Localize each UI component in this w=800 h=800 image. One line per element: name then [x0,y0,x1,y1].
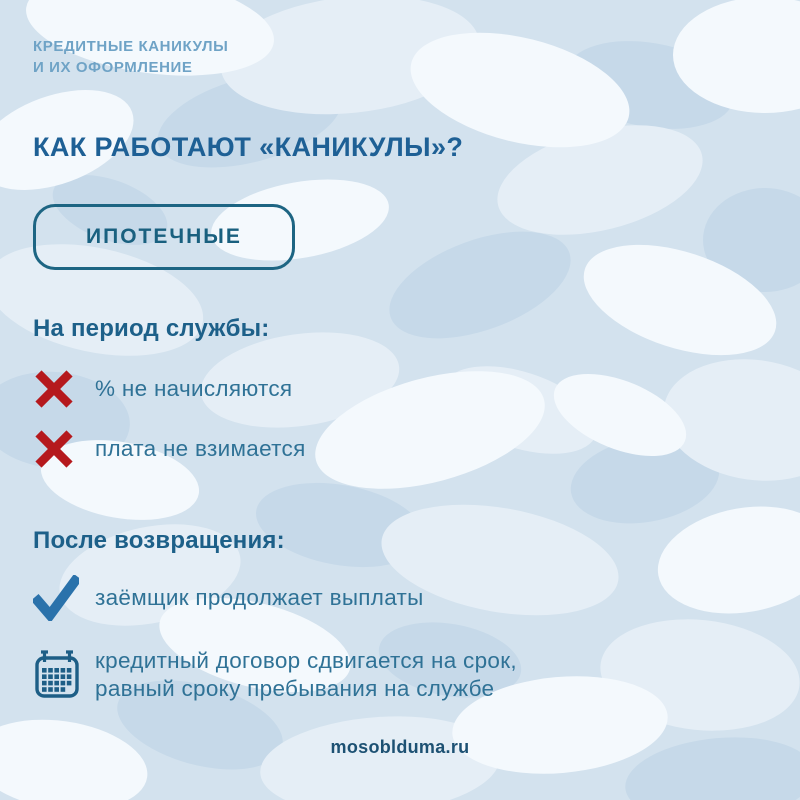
calendar-icon [33,649,85,701]
list-item-text: заёмщик продолжает выплаты [95,585,424,610]
list-item-payments-continue [33,575,760,621]
list-item-text: % не начисляются [95,376,293,401]
kicker-line2: И ИХ ОФОРМЛЕНИЕ [33,59,193,76]
section-heading-service: На период службы: [33,315,270,342]
page-title: КАК РАБОТАЮТ «КАНИКУЛЫ»? [33,132,464,162]
cross-icon [33,367,85,411]
footer-url: mosoblduma.ru [330,737,470,757]
list-item-contract-shift [33,647,760,703]
list-item-text-line2: равный сроку пребывания на службе [95,676,495,701]
list-item-text [95,647,517,703]
check-icon [33,575,85,621]
section-heading-return: После возвращения: [33,527,285,554]
list-item-no-interest [33,367,760,411]
cross-icon [33,427,85,471]
kicker-line1: КРЕДИТНЫЕ КАНИКУЛЫ [33,38,229,55]
list-item-text: плата не взимается [95,436,306,461]
list-item-no-fee [33,427,760,471]
mortgage-badge: ИПОТЕЧНЫЕ [33,204,295,270]
list-item-text-line1: кредитный договор сдвигается на срок, [95,648,517,673]
kicker [33,36,760,78]
